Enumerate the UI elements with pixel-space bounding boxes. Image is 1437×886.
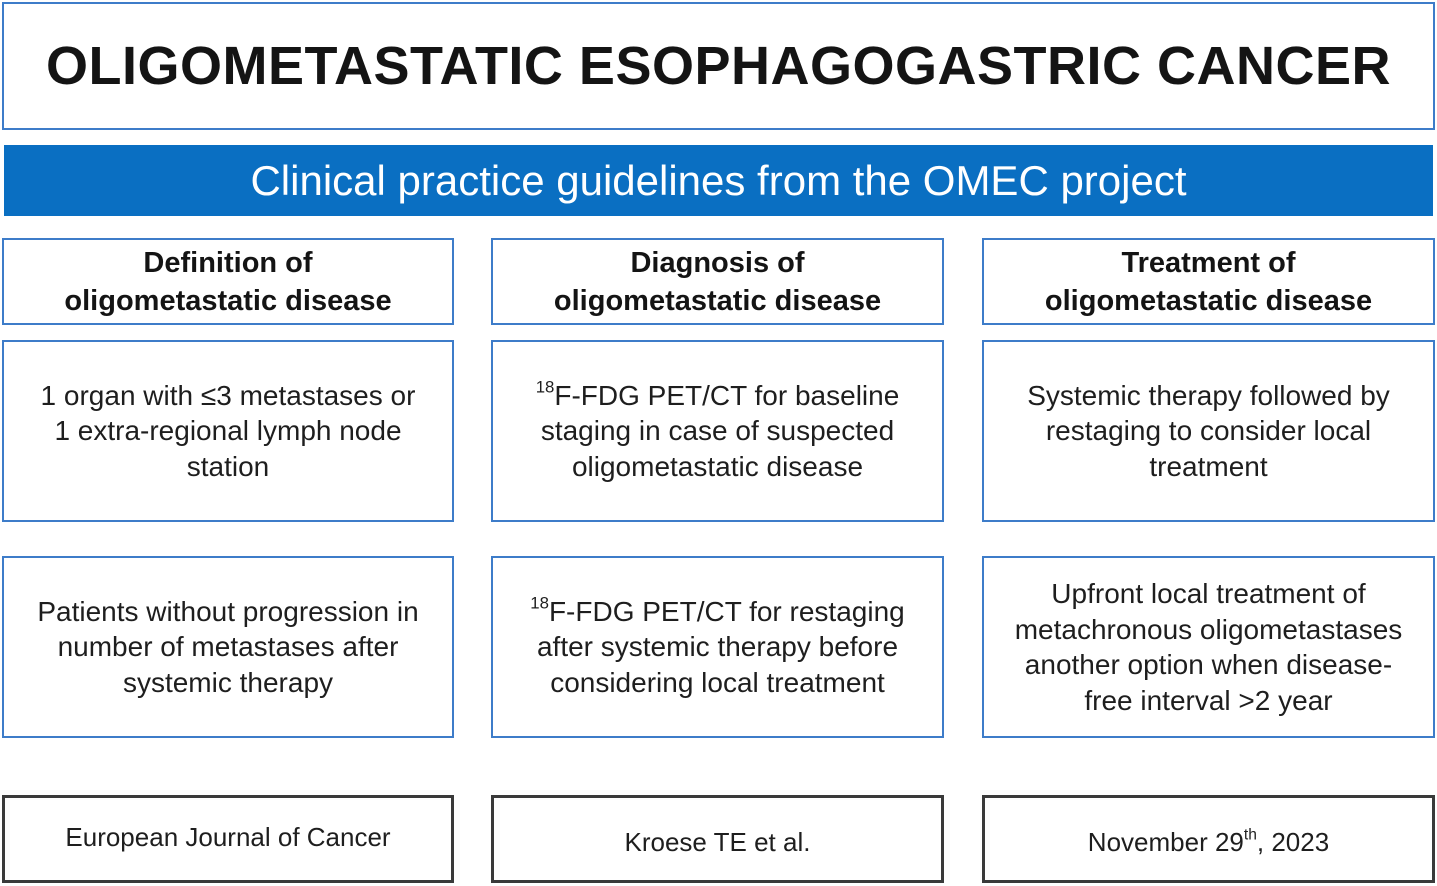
isotope-superscript: 18: [535, 377, 555, 397]
definition-item-1-box: [2, 340, 454, 522]
date-suffix: , 2023: [1256, 826, 1330, 857]
diagnosis-item-2-text: F-FDG PET/CT for restaging after systemic therapy before considering local treatment: [536, 595, 905, 698]
date-prefix: November 29: [1087, 826, 1244, 857]
subtitle-text: Clinical practice guidelines from the OMEC project: [250, 156, 1187, 204]
treatment-item-1: Systemic therapy followed by restaging to consider local treatment: [1027, 379, 1390, 482]
diagnosis-item-2: [530, 594, 904, 701]
authors-box: [491, 795, 944, 883]
title-box: [2, 2, 1435, 130]
date-superscript: th: [1243, 825, 1257, 843]
authors: Kroese TE et al.: [624, 826, 811, 857]
publication-date: [1088, 827, 1329, 858]
subtitle-banner: [4, 145, 1433, 216]
definition-header-box: [2, 238, 454, 325]
definition-item-2-box: [2, 556, 454, 738]
treatment-header: Treatment of oligometastatic disease: [1044, 246, 1373, 317]
diagnosis-header: Diagnosis of oligometastatic disease: [553, 246, 882, 317]
diagnosis-item-1-text: F-FDG PET/CT for baseline staging in case of suspected oligometastatic disease: [540, 379, 900, 482]
journal-name: European Journal of Cancer: [65, 822, 391, 852]
diagnosis-item-1: [536, 378, 900, 485]
definition-header: Definition of oligometastatic disease: [64, 246, 392, 317]
page-title: OLIGOMETASTATIC ESOPHAGOGASTRIC CANCER: [45, 36, 1391, 96]
treatment-header-box: [982, 238, 1435, 325]
treatment-item-2: Upfront local treatment of metachronous oligometastases another option when disease- free interval >2 year: [1014, 578, 1403, 716]
treatment-item-2-box: [982, 556, 1435, 738]
treatment-item-1-box: [982, 340, 1435, 522]
diagnosis-item-1-box: [491, 340, 944, 522]
definition-item-1: 1 organ with ≤3 metastases or 1 extra-regional lymph node station: [40, 379, 416, 482]
date-box: [982, 795, 1435, 883]
diagnosis-item-2-box: [491, 556, 944, 738]
definition-item-2: Patients without progression in number of metastases after systemic therapy: [37, 595, 419, 698]
diagnosis-header-box: [491, 238, 944, 325]
journal-box: [2, 795, 454, 883]
isotope-superscript: 18: [530, 593, 549, 613]
